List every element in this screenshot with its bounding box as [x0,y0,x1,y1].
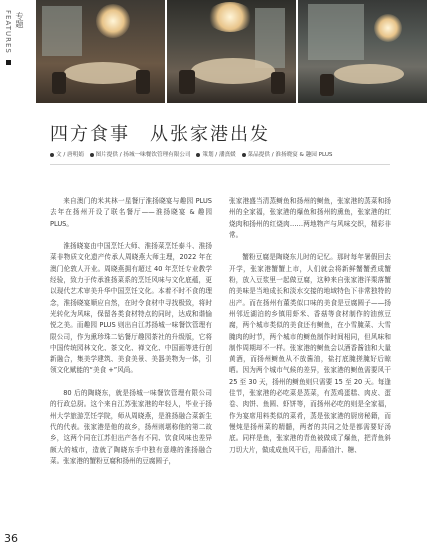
credit-bullet-icon [196,153,200,157]
chair-shape [136,70,150,94]
credit-author: 文 / 唐明娟 [56,152,84,158]
body-paragraph: 80 后的陶晓东，就是扬城一味餐饮管理有限公司的行政总厨。这个来自江苏张家港的年轻人，毕业于扬州大学旅游烹饪学院，师从周晓燕，是淮扬融合菜新生代的代表。张家港是他的故乡，扬州则堪称他的第二故乡，这两个同在江苏但出产各有不同、饮食风味也差异颇大的城市，造就了陶晓东手中独有意趣的淮扬融合菜。张家港的蟹粉豆腐和扬州的豆腐圆子， [50,389,212,465]
article-credits [50,150,410,158]
body-paragraph: 蟹粉豆腐是陶晓东儿时的记忆。那时每年暑假回去开学，张家港蟹蟹上市，人们就会将新鲜蟹蟹煮成蟹粉，放入豆浆里一起做豆腐，这种来自张家港洋栗落蟹的美味是当地成长和淡水交接的地域特色下非常独特的出产。而在扬州有董类似口味的美食是豆腐圆子——扬州邻近湖泊的乡镇用虾米、香菇等食材制作的油煎豆腐，两个城市类似的美食还有鲥鱼，在小雪腌菜、大雪腌肉的时节，两个城市的鲥鱼制作时间相同，但风味和制作周期却不一样。张家港的鲥鱼会以酒香酱油和大量黄酒，而扬州鲥鱼从不放酱油，盐打底腌搓腌好后晾晒。因为两个城市气候的差异，张家港的鲥鱼需要风干 25 至 30 天，扬州的鲥鱼则只需要 15 至 20 天。每逢佳节，张家港的必吃菜是蒸菜，有蒸鸡蛋糕、肉皮、蛋卷、肉饼、鱼圆、虾饼等，而扬州必吃的则是全家福，作为宴席用料类似的菜肴，蒸是张家港的厨房秘籍，而慢炖是扬州菜的精髓，两者的共同之处是都需要好汤底。同样是鱼，张家港的青鱼被做成了爆鱼，把青鱼斜刀切大片，做成成鱼风干后，用番油汁、糖、 [229,253,391,454]
chair-shape [52,72,66,94]
credit-bullet-icon [242,153,246,157]
credit-bullet-icon [50,153,54,157]
article-title: 四方食事 从张家港出发 [50,124,270,145]
lamp-shape [374,14,402,42]
credit-bullet-icon [90,153,94,157]
table-shape [334,64,404,84]
section-marker-icon [6,60,11,65]
body-paragraph: 张家港盛当清蒸鲥鱼和扬州的鲥鱼，张家港的蒸菜和扬州的全家福，张家港的爆鱼和扬州的熏鱼，张家港的红烧肉和扬州的红烧肉……两地物产与风味交织，精彩非常。 [229,197,391,239]
lamp-shape [207,2,253,32]
dining-room-photo-2 [167,0,296,103]
chair-shape [320,74,334,96]
section-gutter [0,0,36,553]
body-column-left [50,196,212,536]
page-number: 36 [4,532,18,545]
window-shape [308,4,364,60]
section-label-en-text: FEATURES [4,10,12,54]
section-label-cn: 专题 [15,12,24,28]
photo-strip [36,0,427,103]
dining-room-photo-3 [298,0,427,103]
window-shape [255,8,285,68]
body-paragraph: 淮扬晓宴由中国烹饪大师、淮扬菜烹饪泰斗、淮扬菜非物质文化遗产传承人周晓燕大师主理，2022 年在澳门伦敦人开业。周晓燕拥有超过 40 年烹饪专业教学经验，致力于传承淮扬菜系的烹饪风味与文化底蕴，更以现代艺术审美升华中国烹饪文化。本着不时不食的理念，淮扬晓宴顺应自然，在时令食材中寻找极致，将时光转化为风味，保留各类食材特点的同时，达成和谐愉悦之美。而趣园 PLUS 则出自江苏扬城一味餐饮管理有限公司，作为熏珍珠二钻餐厅趣园茶社的升级版，它将中国传统园林文化、茶文化、禅文化、中国画等进行创新融合，集美学建筑、美食美景、美器美物为一体，引领文化赋能的“美食 +”风尚。 [50,242,212,375]
lamp-shape [96,4,130,38]
credit-editor: 策划 / 潘熹媛 [202,152,236,158]
section-label-en [4,10,12,65]
body-column-right [229,196,391,536]
chair-shape [179,70,195,94]
title-divider [50,164,390,165]
table-shape [64,62,142,84]
chair-shape [271,72,285,94]
body-paragraph: 来自澳门的米其林一星餐厅淮扬晓宴与趣园 PLUS 去年在扬州开设了联名餐厅——淮扬晓宴 & 趣园 PLUS。 [50,197,212,228]
credit-dishes: 菜品提供 / 淮扬晓宴 & 趣园 PLUS [247,152,333,158]
dining-room-photo-1 [36,0,165,103]
window-shape [42,6,82,56]
credit-photos: 图片提供 / 扬城一味餐饮管理有限公司 [95,152,191,158]
table-shape [191,58,275,84]
